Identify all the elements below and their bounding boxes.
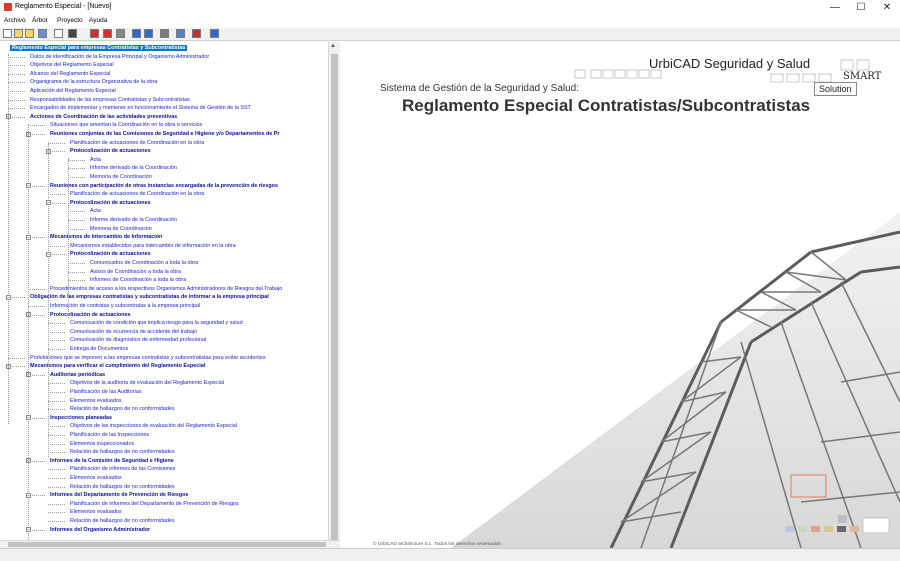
tree-node[interactable]: Planificación de las Inspecciones <box>70 432 150 438</box>
tree-guide <box>68 158 69 318</box>
tree-node[interactable]: Informe derivado de la Coordinación <box>90 217 177 223</box>
tree-node[interactable]: Relación de hallazgos de no conformidades <box>70 483 175 490</box>
tree-node[interactable]: Protocolización de actuaciones <box>70 148 151 155</box>
tree-connector <box>48 521 65 522</box>
tree-node[interactable]: Objetivos de las inspecciones de evaluación del Reglamento Especial <box>70 423 237 430</box>
splash-panel <box>341 42 900 548</box>
tree-guide <box>8 54 9 424</box>
tree-connector <box>8 82 25 83</box>
new-icon[interactable] <box>3 29 12 38</box>
tree-node[interactable]: Planificación de informes de las Comisiones <box>70 466 176 473</box>
tree-connector <box>68 160 85 161</box>
tree-node[interactable]: Informes de la Comisión de Seguridad e Higiene <box>50 457 174 464</box>
tree-connector <box>8 57 25 58</box>
tree-node[interactable]: Reuniones con participación de otras instancias encargadas de la prevención de riesgos <box>50 182 278 189</box>
tree-node[interactable]: Organigrama de la estructura Organizativa de la obra <box>30 79 158 86</box>
help-icon[interactable] <box>210 29 219 38</box>
tree-connector <box>48 392 65 393</box>
tree-node[interactable]: Reuniones conjuntas de las Comisiones de Seguridad e Higiene y/o Departamentos de Pr <box>50 131 280 137</box>
bridge-illustration <box>341 42 900 548</box>
collapse-toggle-icon[interactable]: − <box>27 527 30 534</box>
window-title: Reglamento Especial - [Nuevo] <box>15 3 112 10</box>
scroll-up-icon[interactable]: ▲ <box>330 43 336 49</box>
tree-connector <box>8 108 25 109</box>
toolbar <box>0 28 900 41</box>
tree-node[interactable]: Avisos de Coordinación a toda la obra <box>90 268 182 275</box>
tree-node[interactable]: Comunicación de ocurrencia de accidente del trabajo <box>70 328 198 335</box>
tree-connector <box>48 340 65 341</box>
collapse-toggle-icon[interactable]: − <box>7 114 10 121</box>
tree-node[interactable]: Memoria de Coordinación <box>90 174 152 180</box>
smart-label: SMART <box>843 71 882 82</box>
tree-node[interactable]: Mecanismos para verificar el cumplimiento del Reglamento Especial <box>30 363 206 370</box>
tree-node[interactable]: Inspecciones planeadas <box>50 414 113 421</box>
tree-node[interactable]: Prohibiciones que se imponen a las empresas contratistas y subcontratistas para evitar accidentes <box>30 354 266 361</box>
pdf-icon[interactable] <box>192 29 201 38</box>
tree-node[interactable]: Informe derivado de la Coordinación <box>90 165 177 172</box>
collapse-toggle-icon[interactable]: − <box>47 251 50 258</box>
tree-connector <box>48 504 65 505</box>
status-bar <box>0 548 900 561</box>
tree-connector <box>8 65 25 66</box>
maximize-button[interactable]: ☐ <box>856 2 866 13</box>
tree-connector <box>68 229 85 230</box>
tree-node[interactable]: Relación de hallazgos de no conformidades <box>70 406 175 413</box>
tree-node[interactable]: Entrega de Documentos <box>70 346 129 352</box>
tree-vertical-scrollbar[interactable] <box>328 42 340 540</box>
tree-guide <box>48 142 49 457</box>
collapse-toggle-icon[interactable]: − <box>27 415 30 422</box>
delete-icon[interactable] <box>103 29 112 38</box>
collapse-toggle-icon[interactable]: − <box>27 131 30 138</box>
tree-node[interactable]: Responsabilidades de las empresas Contratistas y Subcontratistas <box>30 96 190 103</box>
collapse-toggle-icon[interactable]: − <box>27 492 30 499</box>
tree-connector <box>48 469 65 470</box>
scrollbar-thumb-horizontal[interactable] <box>8 542 326 547</box>
collapse-toggle-icon[interactable]: − <box>47 148 50 155</box>
tree-node[interactable]: Mecanismos de intercambio de Información <box>50 234 163 241</box>
solution-badge: Solution <box>814 82 857 96</box>
tree-node[interactable]: Acta <box>90 208 101 215</box>
reset-icon[interactable] <box>90 29 99 38</box>
tree-node[interactable]: Comunicación de diagnóstico de enfermedad profesional <box>70 337 207 344</box>
tree-connector <box>68 220 85 221</box>
tree-node[interactable]: Relación de hallazgos de no conformidades <box>70 518 175 524</box>
menu-proyecto[interactable]: Proyecto <box>57 17 83 24</box>
tree-node[interactable]: Información de contratas y subcontratas a la empresa principal <box>50 303 201 309</box>
tree-node[interactable]: Objetivos de la auditoría de evaluación del Reglamento Especial <box>70 380 225 387</box>
collapse-toggle-icon[interactable]: − <box>27 458 30 465</box>
brand-name: UrbiCAD Seguridad y Salud <box>649 56 811 71</box>
splash-subtitle: Sistema de Gestión de la Seguridad y Salud: <box>380 83 580 94</box>
tree-connector <box>48 349 65 350</box>
tree-node[interactable]: Acciones de Coordinación de las actividades preventivas <box>30 113 178 120</box>
tree-connector <box>28 306 45 307</box>
tree-node[interactable]: Elementos evaluados <box>70 397 122 404</box>
tree-node[interactable]: Alcance del Reglamento Especial <box>30 70 111 77</box>
tree-node[interactable]: Comunicación de condición que implica riesgo para la seguridad y salud <box>70 320 243 327</box>
app-icon <box>4 3 12 11</box>
tree-node[interactable]: Informes del Organismo Administrador <box>50 526 151 533</box>
collapse-toggle-icon[interactable]: − <box>27 312 30 319</box>
tree-guide <box>28 124 29 540</box>
tree-connector <box>28 289 45 290</box>
tree-node[interactable]: Encargados de implementar y mantener en funcionamiento el Sistema de Gestión de la SST <box>30 105 251 112</box>
tree-node[interactable]: Datos de identificación de la Empresa Principal y Organismo Administrador <box>30 53 210 60</box>
print-preview-icon[interactable] <box>54 29 63 38</box>
scrollbar-thumb[interactable] <box>331 54 338 540</box>
menu-ayuda[interactable]: Ayuda <box>89 17 108 24</box>
tree-connector <box>48 512 65 513</box>
tree-connector <box>48 452 65 453</box>
tree-node[interactable]: Relación de hallazgos de no conformidades <box>70 449 175 456</box>
tree-connector <box>8 74 25 75</box>
tree-connector <box>48 246 65 247</box>
menu-arbol[interactable]: Árbol <box>32 17 48 24</box>
tree-connector <box>68 177 85 178</box>
tree-connector <box>48 401 65 402</box>
refresh-icon[interactable] <box>160 29 169 38</box>
tree-connector <box>48 323 65 324</box>
tree-node[interactable]: Planificación de informes del Departamento de Prevención de Riesgos <box>70 500 239 507</box>
tree-connector <box>48 332 65 333</box>
copyright-text: © UrbiCAD architecture S.L. Todos los derechos reservados <box>373 542 501 547</box>
close-button[interactable]: ✕ <box>882 2 892 13</box>
tree-connector <box>48 435 65 436</box>
menu-archivo[interactable]: Archivo <box>4 17 26 24</box>
open-icon[interactable] <box>14 29 23 38</box>
document-tree <box>0 42 340 540</box>
save-icon[interactable] <box>38 29 47 38</box>
tree-node[interactable]: Protocolización de actuaciones <box>70 251 151 258</box>
find-icon[interactable] <box>68 29 77 38</box>
tree-connector <box>68 263 85 264</box>
tree-node[interactable]: Protocolización de actuaciones <box>70 199 151 206</box>
collapse-toggle-icon[interactable]: − <box>27 234 30 241</box>
tree-node[interactable]: Aplicación del Reglamento Especial <box>30 88 116 94</box>
tree-connector <box>8 91 25 92</box>
tree-connector <box>28 125 45 126</box>
collapse-toggle-icon[interactable]: − <box>7 294 10 301</box>
tree-connector <box>48 383 65 384</box>
tree-connector <box>48 143 65 144</box>
add-icon[interactable] <box>132 29 141 38</box>
splash-title: Reglamento Especial Contratistas/Subcontratistas <box>402 96 811 115</box>
tree-connector <box>68 168 85 169</box>
tree-connector <box>68 280 85 281</box>
minimize-button[interactable]: — <box>830 2 840 13</box>
collapse-toggle-icon[interactable]: − <box>47 200 50 207</box>
tree-node[interactable]: Planificación de las Auditorías <box>70 389 142 395</box>
tree-node[interactable]: Obligación de las empresas contratistas y subcontratistas de informar a la empresa principal <box>30 294 269 301</box>
tree-connector <box>48 194 65 195</box>
tree-node[interactable]: Informes del Departamento de Prevención de Riesgos <box>50 492 189 499</box>
tree-node[interactable]: Acta <box>90 156 101 163</box>
tree-node[interactable]: Planificación de actuaciones de Coordinación en la obra <box>70 139 205 146</box>
tree-connector <box>48 487 65 488</box>
collapse-toggle-icon[interactable]: − <box>27 372 30 379</box>
tree-connector <box>68 272 85 273</box>
tree-node[interactable]: Reglamento Especial para empresas Contratistas y Subcontratistas <box>12 45 186 51</box>
tree-node[interactable]: Informes de Coordinación a toda la obra <box>90 277 187 284</box>
save-folder-icon[interactable] <box>25 29 34 38</box>
tree-node[interactable]: Comunicados de Coordinación a toda la obra <box>90 260 199 266</box>
menu-bar <box>0 16 900 27</box>
tree-connector <box>48 478 65 479</box>
tree-node[interactable]: Objetivos del Reglamento Especial <box>30 62 114 69</box>
tree-connector <box>48 409 65 410</box>
tree-node[interactable]: Protocolización de actuaciones <box>50 311 131 318</box>
tree-node[interactable]: Situaciones que ameritan la Coordinación en la obra o servicios <box>50 122 203 129</box>
tree-node[interactable]: Elementos evaluados <box>70 475 122 481</box>
remove-icon[interactable] <box>144 29 153 38</box>
collapse-toggle-icon[interactable]: − <box>7 363 10 370</box>
tree-connector <box>8 358 25 359</box>
edit-icon[interactable] <box>176 29 185 38</box>
tree-node[interactable]: Elementos inspeccionados <box>70 440 135 447</box>
tree-node[interactable]: Elementos evaluados <box>70 509 122 516</box>
tree-connector <box>68 211 85 212</box>
tree-connector <box>48 426 65 427</box>
tree-node[interactable]: Memoria de Coordinación <box>90 225 152 232</box>
tree-connector <box>48 444 65 445</box>
properties-icon[interactable] <box>116 29 125 38</box>
title-bar <box>0 0 900 16</box>
tree-node[interactable]: Planificación de actuaciones de Coordinación en la obra <box>70 191 205 198</box>
tree-horizontal-scrollbar[interactable] <box>0 540 340 548</box>
tree-node[interactable]: Procedimientos de acceso a los respectivos Organismos Administradores de Riesgos del Trabajo <box>50 285 283 292</box>
tree-node[interactable]: Mecanismos establecidos para intercambio de información en la obra <box>70 242 236 249</box>
collapse-toggle-icon[interactable]: − <box>27 183 30 190</box>
tree-connector <box>8 100 25 101</box>
tree-node[interactable]: Auditorías periódicas <box>50 371 106 378</box>
